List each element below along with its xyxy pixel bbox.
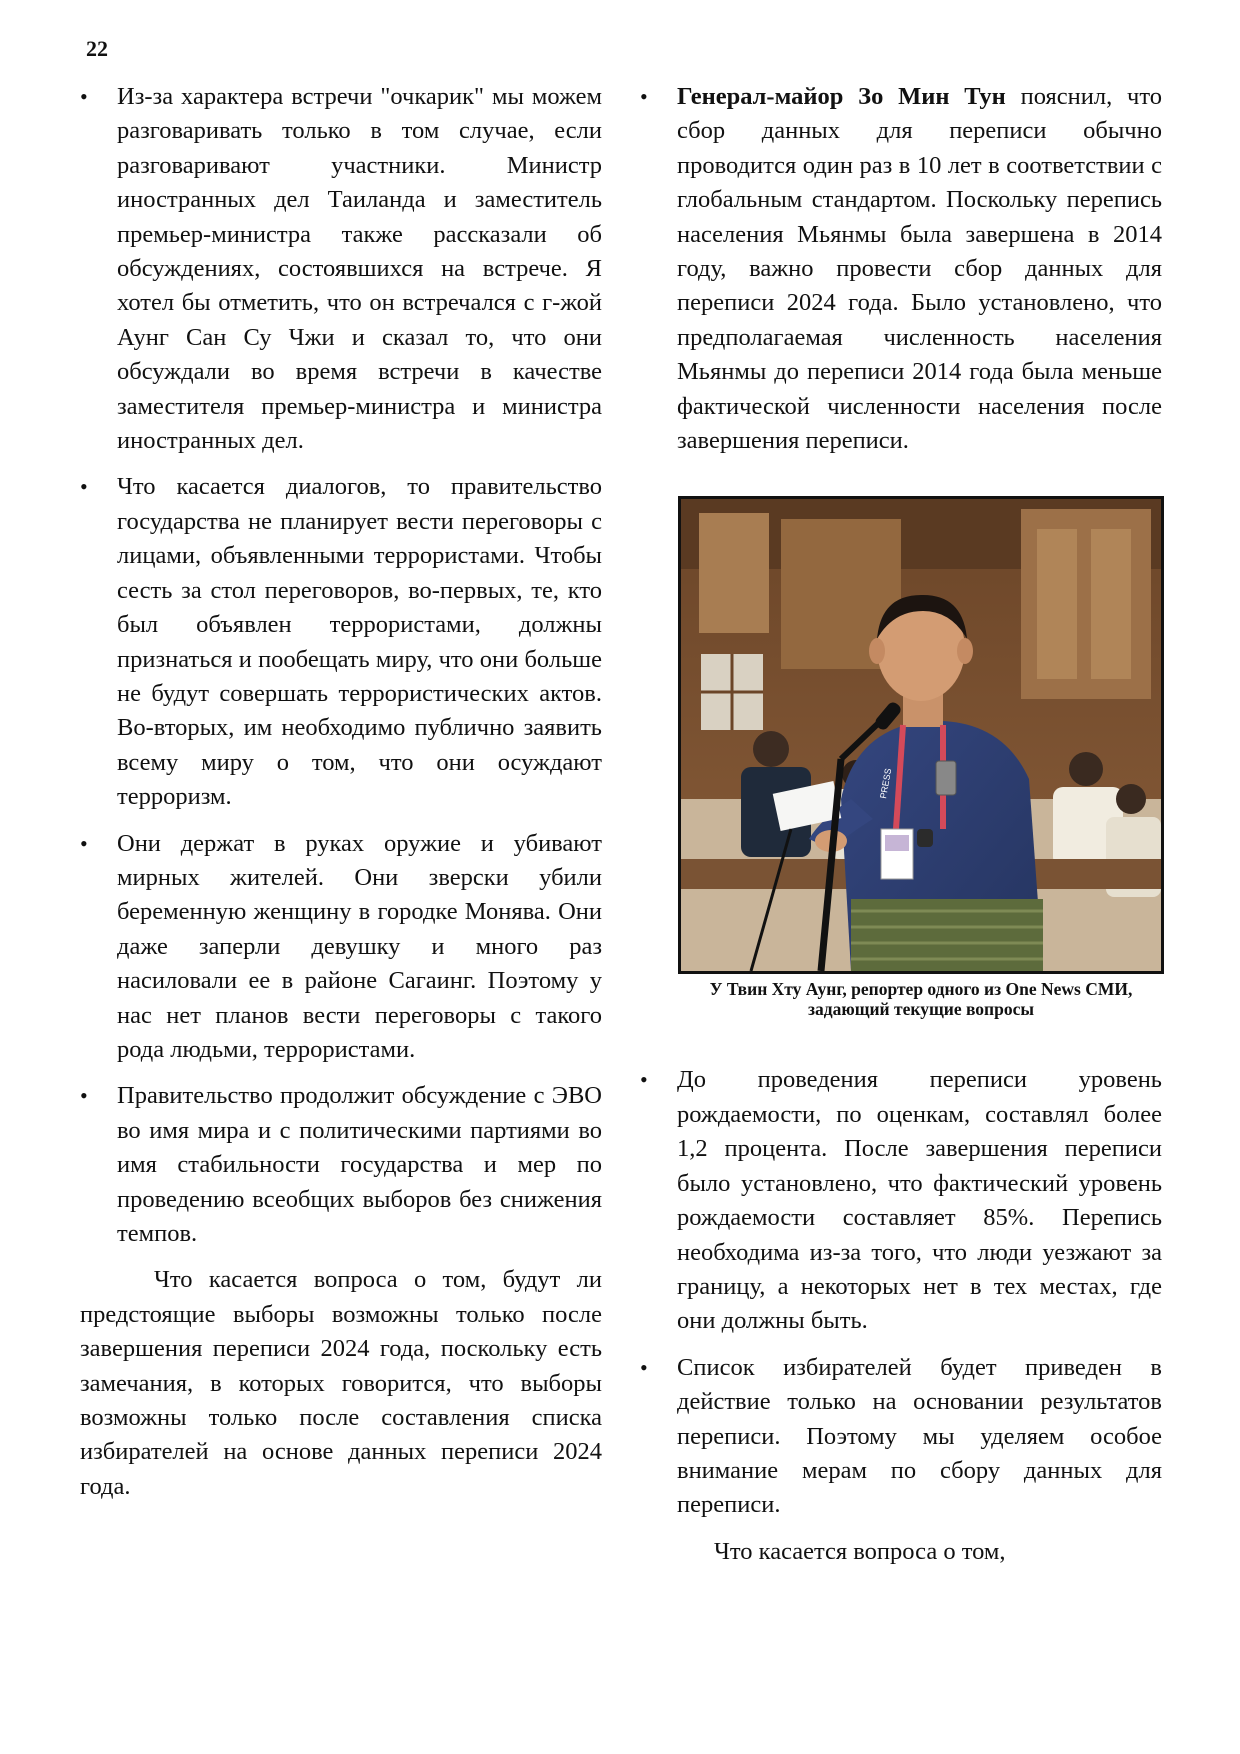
right-bullet-list-top bbox=[640, 80, 1162, 458]
list-item: • Что касается диалогов, то правительство государства не планирует вести переговоры с лицами, объявленными террористами. Чтобы сесть за стол переговоров, во-первых, те, кто был объявлен террористами, должны признаться и пообещать миру, что они больше не будут совершать террористических актов. Во-вторых, им необходимо публично заявить всему миру о том, что они осуждают терроризм. bbox=[80, 470, 602, 814]
photo-caption: У Твин Хту Аунг, репортер одного из One News СМИ, задающий текущие вопросы bbox=[709, 979, 1133, 1020]
list-item: • Из-за характера встречи "очкарик" мы можем разговаривать только в том случае, если разговаривают участники. Министр иностранных дел Таиланда и заместитель премьер-министра также рассказали об обсуждениях, состоявшихся на встрече. Я хотел бы отметить, что он встречался с г-жой Аунг Сан Су Чжи и сказал то, что они обсуждали во время встречи в качестве заместителя премьер-министра и министра иностранных дел. bbox=[80, 80, 602, 458]
speaker-name: Генерал-майор Зо Мин Тун bbox=[677, 83, 1006, 110]
list-item: • До проведения переписи уровень рождаемости, по оценкам, составлял более 1,2 процента. После завершения переписи было установлено, что фактический уровень рождаемости составляет 85%. Перепись необходима из-за того, что люди уезжают за границу, а некоторых нет в тех местах, где они должны быть. bbox=[640, 1063, 1162, 1338]
right-column bbox=[640, 80, 1162, 1569]
lanyard-label: PRESS bbox=[878, 768, 894, 800]
left-closing-paragraph: Что касается вопроса о том, будут ли предстоящие выборы возможны только после завершения переписи 2024 года, поскольку есть замечания, в которых говорится, что выборы возможны только после составления списка избирателей на основе данных переписи 2024 года. bbox=[80, 1266, 602, 1500]
left-bullet-list bbox=[80, 80, 602, 1251]
speaker-statement: пояснил, что сбор данных для переписи обычно проводится один раз в 10 лет в соответствии с глобальным стандартом. Поскольку перепись населения Мьянмы была завершена в 2014 году, важно провести сбор данных для переписи 2024 года. Было установлено, что предполагаемая численность населения Мьянмы до переписи 2014 года была меньше фактической численности населения после завершения переписи. bbox=[677, 83, 1162, 455]
reporter-photo bbox=[678, 496, 1164, 974]
list-item bbox=[640, 80, 1162, 458]
page-number: 22 bbox=[86, 36, 108, 61]
list-item: • Список избирателей будет приведен в действие только на основании результатов переписи. Поэтому мы уделяем особое внимание мерам по сбору данных для переписи. bbox=[640, 1351, 1162, 1523]
right-closing-paragraph: Что касается вопроса о том, bbox=[714, 1537, 1006, 1565]
right-bullet-list-bottom bbox=[640, 1063, 1162, 1522]
reporter-photo-illustration bbox=[681, 499, 1161, 971]
list-item: • Они держат в руках оружие и убивают мирных жителей. Они зверски убили беременную женщину в городке Монява. Они даже заперли девушку и много раз насиловали ее в районе Сагаинг. Поэтому у нас нет планов вести переговоры с такого рода людьми, террористами. bbox=[80, 827, 602, 1068]
left-column bbox=[80, 80, 602, 1504]
list-item: • Правительство продолжит обсуждение с ЭВО во имя мира и с политическими партиями во имя стабильности государства и мер по проведению всеобщих выборов без снижения темпов. bbox=[80, 1079, 602, 1251]
